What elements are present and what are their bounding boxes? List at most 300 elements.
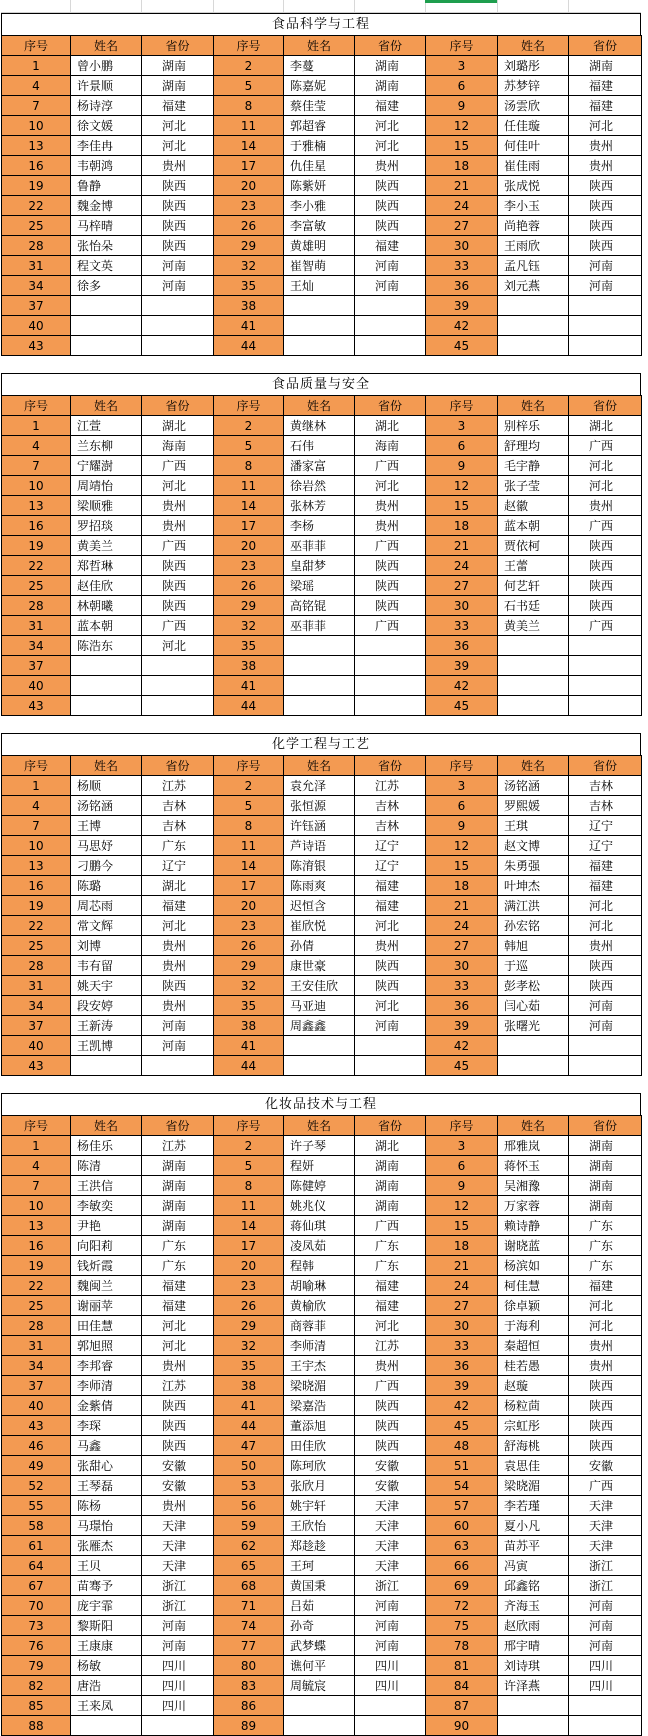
seq-cell[interactable]: 35 bbox=[214, 636, 284, 656]
seq-cell[interactable]: 14 bbox=[214, 856, 284, 876]
seq-cell[interactable]: 29 bbox=[214, 596, 284, 616]
seq-cell[interactable]: 60 bbox=[426, 1516, 498, 1536]
name-cell[interactable]: 罗招琰 bbox=[71, 516, 142, 536]
name-cell[interactable]: 陈清 bbox=[71, 1156, 142, 1176]
province-cell[interactable]: 河北 bbox=[142, 636, 214, 656]
province-cell[interactable]: 湖北 bbox=[355, 1136, 426, 1156]
header-name[interactable]: 姓名 bbox=[71, 36, 142, 56]
province-cell[interactable] bbox=[142, 296, 214, 316]
name-cell[interactable]: 李琛 bbox=[71, 1416, 142, 1436]
seq-cell[interactable]: 51 bbox=[426, 1456, 498, 1476]
name-cell[interactable]: 武梦蝶 bbox=[284, 1636, 355, 1656]
seq-cell[interactable]: 36 bbox=[426, 996, 498, 1016]
seq-cell[interactable]: 3 bbox=[426, 56, 498, 76]
province-cell[interactable]: 湖南 bbox=[569, 1156, 642, 1176]
name-cell[interactable]: 崔欣悦 bbox=[284, 916, 355, 936]
province-cell[interactable]: 河南 bbox=[355, 256, 426, 276]
header-province[interactable]: 省份 bbox=[569, 756, 642, 776]
seq-cell[interactable]: 4 bbox=[2, 436, 71, 456]
province-cell[interactable]: 河北 bbox=[142, 916, 214, 936]
name-cell[interactable]: 凌凤茹 bbox=[284, 1236, 355, 1256]
province-cell[interactable]: 湖南 bbox=[569, 1136, 642, 1156]
name-cell[interactable]: 王来凤 bbox=[71, 1696, 142, 1716]
header-seq[interactable]: 序号 bbox=[2, 36, 71, 56]
seq-cell[interactable]: 36 bbox=[426, 636, 498, 656]
name-cell[interactable]: 皇甜梦 bbox=[284, 556, 355, 576]
province-cell[interactable]: 陕西 bbox=[569, 176, 642, 196]
seq-cell[interactable]: 24 bbox=[426, 196, 498, 216]
seq-cell[interactable]: 33 bbox=[426, 616, 498, 636]
seq-cell[interactable]: 28 bbox=[2, 236, 71, 256]
province-cell[interactable]: 贵州 bbox=[569, 156, 642, 176]
name-cell[interactable]: 张恒源 bbox=[284, 796, 355, 816]
province-cell[interactable]: 广西 bbox=[569, 1476, 642, 1496]
seq-cell[interactable]: 5 bbox=[214, 76, 284, 96]
name-cell[interactable]: 程文英 bbox=[71, 256, 142, 276]
province-cell[interactable]: 陕西 bbox=[355, 976, 426, 996]
name-cell[interactable]: 孙宏铭 bbox=[498, 916, 569, 936]
seq-cell[interactable]: 25 bbox=[2, 576, 71, 596]
province-cell[interactable]: 广西 bbox=[142, 616, 214, 636]
name-cell[interactable] bbox=[498, 296, 569, 316]
seq-cell[interactable]: 26 bbox=[214, 936, 284, 956]
name-cell[interactable]: 蓝本朝 bbox=[498, 516, 569, 536]
name-cell[interactable]: 桂若愚 bbox=[498, 1356, 569, 1376]
province-cell[interactable]: 陕西 bbox=[355, 1396, 426, 1416]
name-cell[interactable]: 黎斯阳 bbox=[71, 1616, 142, 1636]
province-cell[interactable]: 湖南 bbox=[142, 1176, 214, 1196]
province-cell[interactable]: 天津 bbox=[355, 1496, 426, 1516]
seq-cell[interactable]: 31 bbox=[2, 616, 71, 636]
province-cell[interactable]: 湖北 bbox=[355, 416, 426, 436]
seq-cell[interactable]: 34 bbox=[2, 276, 71, 296]
name-cell[interactable]: 黄国秉 bbox=[284, 1576, 355, 1596]
province-cell[interactable]: 福建 bbox=[142, 896, 214, 916]
name-cell[interactable]: 梁顺雅 bbox=[71, 496, 142, 516]
province-cell[interactable] bbox=[569, 676, 642, 696]
seq-cell[interactable]: 16 bbox=[2, 1236, 71, 1256]
name-cell[interactable]: 陈璐 bbox=[71, 876, 142, 896]
name-cell[interactable]: 赖诗静 bbox=[498, 1216, 569, 1236]
province-cell[interactable]: 四川 bbox=[142, 1656, 214, 1676]
province-cell[interactable]: 广西 bbox=[355, 1216, 426, 1236]
seq-cell[interactable]: 12 bbox=[426, 476, 498, 496]
seq-cell[interactable]: 28 bbox=[2, 596, 71, 616]
province-cell[interactable]: 河北 bbox=[569, 896, 642, 916]
name-cell[interactable]: 万家蓉 bbox=[498, 1196, 569, 1216]
seq-cell[interactable]: 15 bbox=[426, 136, 498, 156]
province-cell[interactable]: 贵州 bbox=[569, 1356, 642, 1376]
seq-cell[interactable]: 34 bbox=[2, 636, 71, 656]
province-cell[interactable]: 河北 bbox=[569, 476, 642, 496]
header-province[interactable]: 省份 bbox=[569, 36, 642, 56]
province-cell[interactable]: 河南 bbox=[142, 256, 214, 276]
province-cell[interactable]: 河北 bbox=[569, 1316, 642, 1336]
seq-cell[interactable]: 13 bbox=[2, 1216, 71, 1236]
name-cell[interactable]: 彭孝松 bbox=[498, 976, 569, 996]
province-cell[interactable] bbox=[569, 1716, 642, 1736]
province-cell[interactable]: 河南 bbox=[569, 996, 642, 1016]
seq-cell[interactable]: 33 bbox=[426, 1336, 498, 1356]
province-cell[interactable]: 辽宁 bbox=[569, 836, 642, 856]
province-cell[interactable] bbox=[355, 1036, 426, 1056]
name-cell[interactable]: 马思妤 bbox=[71, 836, 142, 856]
province-cell[interactable]: 河北 bbox=[355, 476, 426, 496]
seq-cell[interactable]: 1 bbox=[2, 776, 71, 796]
name-cell[interactable]: 仇佳星 bbox=[284, 156, 355, 176]
seq-cell[interactable]: 9 bbox=[426, 816, 498, 836]
name-cell[interactable]: 许泽燕 bbox=[498, 1676, 569, 1696]
seq-cell[interactable]: 75 bbox=[426, 1616, 498, 1636]
name-cell[interactable] bbox=[498, 1696, 569, 1716]
seq-cell[interactable]: 26 bbox=[214, 216, 284, 236]
header-name[interactable]: 姓名 bbox=[498, 756, 569, 776]
header-seq[interactable]: 序号 bbox=[214, 36, 284, 56]
name-cell[interactable]: 赵徽 bbox=[498, 496, 569, 516]
province-cell[interactable]: 贵州 bbox=[142, 1356, 214, 1376]
province-cell[interactable]: 湖南 bbox=[142, 56, 214, 76]
province-cell[interactable]: 吉林 bbox=[142, 796, 214, 816]
name-cell[interactable]: 程妍 bbox=[284, 1156, 355, 1176]
name-cell[interactable]: 梁晓湄 bbox=[498, 1476, 569, 1496]
seq-cell[interactable]: 23 bbox=[214, 196, 284, 216]
seq-cell[interactable]: 33 bbox=[426, 976, 498, 996]
seq-cell[interactable]: 36 bbox=[426, 1356, 498, 1376]
province-cell[interactable]: 福建 bbox=[142, 1276, 214, 1296]
seq-cell[interactable]: 12 bbox=[426, 116, 498, 136]
seq-cell[interactable]: 78 bbox=[426, 1636, 498, 1656]
seq-cell[interactable]: 1 bbox=[2, 1136, 71, 1156]
province-cell[interactable]: 辽宁 bbox=[142, 856, 214, 876]
seq-cell[interactable]: 79 bbox=[2, 1656, 71, 1676]
name-cell[interactable]: 王安佳欣 bbox=[284, 976, 355, 996]
header-province[interactable]: 省份 bbox=[355, 36, 426, 56]
seq-cell[interactable]: 88 bbox=[2, 1716, 71, 1736]
seq-cell[interactable]: 45 bbox=[426, 1056, 498, 1076]
seq-cell[interactable]: 69 bbox=[426, 1576, 498, 1596]
name-cell[interactable]: 李佳冉 bbox=[71, 136, 142, 156]
seq-cell[interactable]: 22 bbox=[2, 916, 71, 936]
province-cell[interactable] bbox=[569, 636, 642, 656]
name-cell[interactable]: 李若瑾 bbox=[498, 1496, 569, 1516]
seq-cell[interactable]: 6 bbox=[426, 436, 498, 456]
name-cell[interactable] bbox=[284, 296, 355, 316]
name-cell[interactable]: 汤铭涵 bbox=[498, 776, 569, 796]
province-cell[interactable]: 吉林 bbox=[355, 816, 426, 836]
seq-cell[interactable]: 7 bbox=[2, 456, 71, 476]
name-cell[interactable]: 赵欣雨 bbox=[498, 1616, 569, 1636]
name-cell[interactable]: 蒋怀玉 bbox=[498, 1156, 569, 1176]
seq-cell[interactable]: 81 bbox=[426, 1656, 498, 1676]
name-cell[interactable]: 徐文媛 bbox=[71, 116, 142, 136]
province-cell[interactable]: 湖南 bbox=[142, 1156, 214, 1176]
province-cell[interactable]: 天津 bbox=[355, 1556, 426, 1576]
province-cell[interactable]: 浙江 bbox=[569, 1556, 642, 1576]
province-cell[interactable]: 陕西 bbox=[142, 1416, 214, 1436]
province-cell[interactable]: 陕西 bbox=[142, 976, 214, 996]
seq-cell[interactable]: 37 bbox=[2, 1016, 71, 1036]
name-cell[interactable]: 杨顺 bbox=[71, 776, 142, 796]
province-cell[interactable]: 天津 bbox=[142, 1536, 214, 1556]
province-cell[interactable]: 福建 bbox=[569, 96, 642, 116]
province-cell[interactable]: 贵州 bbox=[355, 156, 426, 176]
name-cell[interactable]: 陈浩东 bbox=[71, 636, 142, 656]
seq-cell[interactable]: 83 bbox=[214, 1676, 284, 1696]
seq-cell[interactable]: 40 bbox=[2, 316, 71, 336]
header-name[interactable]: 姓名 bbox=[284, 1116, 355, 1136]
name-cell[interactable]: 王蕾 bbox=[498, 556, 569, 576]
province-cell[interactable]: 陕西 bbox=[355, 196, 426, 216]
seq-cell[interactable]: 22 bbox=[2, 196, 71, 216]
seq-cell[interactable]: 20 bbox=[214, 896, 284, 916]
name-cell[interactable]: 汤铭涵 bbox=[71, 796, 142, 816]
province-cell[interactable]: 贵州 bbox=[142, 956, 214, 976]
name-cell[interactable]: 魏闽兰 bbox=[71, 1276, 142, 1296]
name-cell[interactable]: 汤雲欣 bbox=[498, 96, 569, 116]
seq-cell[interactable]: 21 bbox=[426, 176, 498, 196]
name-cell[interactable]: 张怡朵 bbox=[71, 236, 142, 256]
seq-cell[interactable]: 27 bbox=[426, 216, 498, 236]
selected-cell-indicator[interactable] bbox=[425, 0, 497, 3]
province-cell[interactable]: 湖南 bbox=[142, 1196, 214, 1216]
seq-cell[interactable]: 10 bbox=[2, 116, 71, 136]
name-cell[interactable]: 张欣月 bbox=[284, 1476, 355, 1496]
name-cell[interactable] bbox=[284, 1696, 355, 1716]
name-cell[interactable]: 张雁杰 bbox=[71, 1536, 142, 1556]
name-cell[interactable]: 陈雨爽 bbox=[284, 876, 355, 896]
name-cell[interactable]: 魏金博 bbox=[71, 196, 142, 216]
name-cell[interactable]: 王欣怡 bbox=[284, 1516, 355, 1536]
province-cell[interactable]: 天津 bbox=[569, 1496, 642, 1516]
name-cell[interactable]: 赵文博 bbox=[498, 836, 569, 856]
name-cell[interactable]: 杨粒茴 bbox=[498, 1396, 569, 1416]
province-cell[interactable]: 湖南 bbox=[142, 1216, 214, 1236]
seq-cell[interactable]: 19 bbox=[2, 176, 71, 196]
province-cell[interactable]: 四川 bbox=[355, 1676, 426, 1696]
seq-cell[interactable]: 39 bbox=[426, 1016, 498, 1036]
province-cell[interactable]: 陕西 bbox=[355, 216, 426, 236]
header-name[interactable]: 姓名 bbox=[71, 1116, 142, 1136]
name-cell[interactable]: 林朝曦 bbox=[71, 596, 142, 616]
seq-cell[interactable]: 24 bbox=[426, 916, 498, 936]
name-cell[interactable]: 秦超恒 bbox=[498, 1336, 569, 1356]
name-cell[interactable]: 贾依柯 bbox=[498, 536, 569, 556]
name-cell[interactable]: 黄雄明 bbox=[284, 236, 355, 256]
name-cell[interactable]: 许钰涵 bbox=[284, 816, 355, 836]
province-cell[interactable]: 河南 bbox=[355, 1016, 426, 1036]
province-cell[interactable]: 广东 bbox=[355, 1236, 426, 1256]
name-cell[interactable]: 张曙光 bbox=[498, 1016, 569, 1036]
province-cell[interactable]: 浙江 bbox=[355, 1576, 426, 1596]
name-cell[interactable]: 刁鹏今 bbox=[71, 856, 142, 876]
province-cell[interactable]: 广西 bbox=[142, 456, 214, 476]
province-cell[interactable]: 天津 bbox=[569, 1536, 642, 1556]
province-cell[interactable]: 湖北 bbox=[569, 416, 642, 436]
province-cell[interactable]: 陕西 bbox=[355, 556, 426, 576]
name-cell[interactable]: 向阳莉 bbox=[71, 1236, 142, 1256]
name-cell[interactable]: 苏梦锌 bbox=[498, 76, 569, 96]
seq-cell[interactable]: 85 bbox=[2, 1696, 71, 1716]
seq-cell[interactable]: 44 bbox=[214, 1416, 284, 1436]
seq-cell[interactable]: 40 bbox=[2, 1396, 71, 1416]
seq-cell[interactable]: 3 bbox=[426, 1136, 498, 1156]
name-cell[interactable]: 程韩 bbox=[284, 1256, 355, 1276]
province-cell[interactable]: 河北 bbox=[355, 996, 426, 1016]
seq-cell[interactable]: 7 bbox=[2, 96, 71, 116]
name-cell[interactable]: 袁允泽 bbox=[284, 776, 355, 796]
province-cell[interactable]: 广西 bbox=[142, 536, 214, 556]
seq-cell[interactable]: 30 bbox=[426, 956, 498, 976]
province-cell[interactable]: 安徽 bbox=[142, 1456, 214, 1476]
province-cell[interactable]: 福建 bbox=[355, 236, 426, 256]
name-cell[interactable]: 任佳璇 bbox=[498, 116, 569, 136]
name-cell[interactable]: 李杨 bbox=[284, 516, 355, 536]
name-cell[interactable]: 孟凡钰 bbox=[498, 256, 569, 276]
province-cell[interactable]: 湖北 bbox=[142, 416, 214, 436]
seq-cell[interactable]: 39 bbox=[426, 656, 498, 676]
seq-cell[interactable]: 35 bbox=[214, 276, 284, 296]
province-cell[interactable]: 河南 bbox=[142, 1616, 214, 1636]
province-cell[interactable]: 福建 bbox=[569, 876, 642, 896]
province-cell[interactable] bbox=[355, 656, 426, 676]
province-cell[interactable]: 河南 bbox=[569, 1616, 642, 1636]
province-cell[interactable] bbox=[355, 296, 426, 316]
province-cell[interactable]: 安徽 bbox=[142, 1476, 214, 1496]
seq-cell[interactable]: 6 bbox=[426, 1156, 498, 1176]
province-cell[interactable]: 广西 bbox=[569, 516, 642, 536]
name-cell[interactable]: 齐海玉 bbox=[498, 1596, 569, 1616]
name-cell[interactable]: 杨滨如 bbox=[498, 1256, 569, 1276]
name-cell[interactable] bbox=[498, 1036, 569, 1056]
name-cell[interactable]: 舒海桃 bbox=[498, 1436, 569, 1456]
name-cell[interactable]: 郭超睿 bbox=[284, 116, 355, 136]
name-cell[interactable]: 康世豪 bbox=[284, 956, 355, 976]
name-cell[interactable]: 兰东柳 bbox=[71, 436, 142, 456]
seq-cell[interactable]: 10 bbox=[2, 836, 71, 856]
name-cell[interactable] bbox=[71, 1056, 142, 1076]
name-cell[interactable]: 蓝本朝 bbox=[71, 616, 142, 636]
name-cell[interactable]: 吴湘豫 bbox=[498, 1176, 569, 1196]
seq-cell[interactable]: 30 bbox=[426, 1316, 498, 1336]
seq-cell[interactable]: 42 bbox=[426, 1036, 498, 1056]
seq-cell[interactable]: 17 bbox=[214, 156, 284, 176]
province-cell[interactable]: 湖北 bbox=[142, 876, 214, 896]
seq-cell[interactable]: 13 bbox=[2, 136, 71, 156]
name-cell[interactable]: 姚宇轩 bbox=[284, 1496, 355, 1516]
province-cell[interactable]: 河北 bbox=[142, 1336, 214, 1356]
seq-cell[interactable]: 20 bbox=[214, 176, 284, 196]
header-province[interactable]: 省份 bbox=[569, 1116, 642, 1136]
seq-cell[interactable]: 23 bbox=[214, 556, 284, 576]
province-cell[interactable] bbox=[355, 336, 426, 356]
header-seq[interactable]: 序号 bbox=[214, 1116, 284, 1136]
seq-cell[interactable]: 8 bbox=[214, 1176, 284, 1196]
seq-cell[interactable]: 61 bbox=[2, 1536, 71, 1556]
name-cell[interactable]: 闫心茹 bbox=[498, 996, 569, 1016]
header-seq[interactable]: 序号 bbox=[426, 396, 498, 416]
name-cell[interactable]: 赵璇 bbox=[498, 1376, 569, 1396]
seq-cell[interactable]: 4 bbox=[2, 796, 71, 816]
name-cell[interactable]: 郭旭照 bbox=[71, 1336, 142, 1356]
seq-cell[interactable]: 11 bbox=[214, 1196, 284, 1216]
name-cell[interactable] bbox=[284, 696, 355, 716]
seq-cell[interactable]: 10 bbox=[2, 476, 71, 496]
seq-cell[interactable]: 8 bbox=[214, 456, 284, 476]
seq-cell[interactable]: 27 bbox=[426, 1296, 498, 1316]
name-cell[interactable]: 陈嘉妮 bbox=[284, 76, 355, 96]
name-cell[interactable]: 庞宇霏 bbox=[71, 1596, 142, 1616]
seq-cell[interactable]: 9 bbox=[426, 1176, 498, 1196]
name-cell[interactable]: 徐岩然 bbox=[284, 476, 355, 496]
province-cell[interactable]: 福建 bbox=[355, 896, 426, 916]
province-cell[interactable]: 广东 bbox=[355, 1256, 426, 1276]
seq-cell[interactable]: 37 bbox=[2, 656, 71, 676]
header-seq[interactable]: 序号 bbox=[426, 756, 498, 776]
province-cell[interactable]: 湖南 bbox=[355, 1156, 426, 1176]
seq-cell[interactable]: 44 bbox=[214, 336, 284, 356]
seq-cell[interactable]: 32 bbox=[214, 256, 284, 276]
name-cell[interactable]: 巫菲菲 bbox=[284, 616, 355, 636]
seq-cell[interactable]: 42 bbox=[426, 676, 498, 696]
seq-cell[interactable]: 28 bbox=[2, 956, 71, 976]
province-cell[interactable]: 河北 bbox=[569, 116, 642, 136]
seq-cell[interactable]: 12 bbox=[426, 1196, 498, 1216]
name-cell[interactable]: 罗熙媛 bbox=[498, 796, 569, 816]
province-cell[interactable]: 河北 bbox=[355, 916, 426, 936]
seq-cell[interactable]: 40 bbox=[2, 1036, 71, 1056]
seq-cell[interactable]: 16 bbox=[2, 516, 71, 536]
name-cell[interactable]: 赵佳欣 bbox=[71, 576, 142, 596]
province-cell[interactable]: 四川 bbox=[142, 1676, 214, 1696]
seq-cell[interactable]: 32 bbox=[214, 1336, 284, 1356]
name-cell[interactable]: 王宇杰 bbox=[284, 1356, 355, 1376]
province-cell[interactable]: 河北 bbox=[355, 116, 426, 136]
name-cell[interactable]: 许景顺 bbox=[71, 76, 142, 96]
province-cell[interactable]: 浙江 bbox=[569, 1576, 642, 1596]
province-cell[interactable] bbox=[142, 696, 214, 716]
name-cell[interactable]: 王琪 bbox=[498, 816, 569, 836]
seq-cell[interactable]: 20 bbox=[214, 1256, 284, 1276]
province-cell[interactable]: 河南 bbox=[569, 276, 642, 296]
province-cell[interactable]: 陕西 bbox=[355, 576, 426, 596]
province-cell[interactable]: 河南 bbox=[142, 1636, 214, 1656]
name-cell[interactable]: 李师清 bbox=[71, 1376, 142, 1396]
province-cell[interactable]: 贵州 bbox=[355, 496, 426, 516]
province-cell[interactable]: 陕西 bbox=[142, 176, 214, 196]
seq-cell[interactable]: 26 bbox=[214, 576, 284, 596]
name-cell[interactable]: 王洪信 bbox=[71, 1176, 142, 1196]
seq-cell[interactable]: 33 bbox=[426, 256, 498, 276]
name-cell[interactable]: 陈杨 bbox=[71, 1496, 142, 1516]
province-cell[interactable]: 河南 bbox=[355, 1596, 426, 1616]
province-cell[interactable]: 辽宁 bbox=[355, 856, 426, 876]
seq-cell[interactable]: 32 bbox=[214, 976, 284, 996]
name-cell[interactable]: 江萱 bbox=[71, 416, 142, 436]
seq-cell[interactable]: 3 bbox=[426, 776, 498, 796]
province-cell[interactable]: 天津 bbox=[142, 1556, 214, 1576]
province-cell[interactable] bbox=[142, 676, 214, 696]
province-cell[interactable]: 辽宁 bbox=[569, 816, 642, 836]
seq-cell[interactable]: 36 bbox=[426, 276, 498, 296]
name-cell[interactable] bbox=[71, 296, 142, 316]
seq-cell[interactable]: 43 bbox=[2, 1416, 71, 1436]
seq-cell[interactable]: 24 bbox=[426, 1276, 498, 1296]
seq-cell[interactable]: 10 bbox=[2, 1196, 71, 1216]
name-cell[interactable]: 邱鑫铭 bbox=[498, 1576, 569, 1596]
header-name[interactable]: 姓名 bbox=[284, 396, 355, 416]
name-cell[interactable] bbox=[284, 1716, 355, 1736]
name-cell[interactable] bbox=[284, 1056, 355, 1076]
